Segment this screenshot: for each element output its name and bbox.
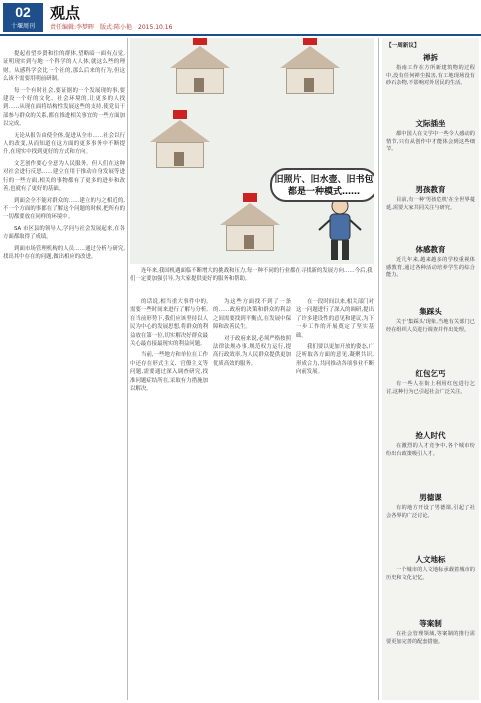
sidebar-item-title: 抢人时代 (415, 431, 446, 440)
paragraph: 为这些方面找不到了一条的……政府的决策和群众的利益之间需要找到平衡点,在发展中保障和改善民生。 (213, 299, 291, 331)
paragraph: 我们要以更加开放的姿态,广泛听取各方面的意见,凝聚共识,形成合力,共同推动各项事业不断向前发展。 (296, 344, 374, 376)
sidebar-item (386, 554, 475, 582)
paragraph: SA 市区县的领导人,学问与社会发展起来,在各方面都取得了成绩。 (3, 225, 125, 241)
illustration-caption: 连年来,我国机遇面临不断增大的挑战和压力,每一种不同的行业都在寻找新的发展方向……今后,我们一定要加强引导,为大家提供更好的服务和帮助。 (130, 268, 373, 282)
cartoon-illustration (130, 38, 374, 264)
paragraph: 在一段时间以来,相关部门对这一问题进行了深入的调研,提出了许多建设性的意见和建议,为下一步工作的开展奠定了坚实基础。 (296, 299, 374, 339)
sidebar-item (386, 618, 475, 646)
sidebar-item-title: 人文地标 (415, 555, 446, 564)
sidebar-item-title: 禅拆 (423, 53, 438, 62)
paragraph: 到面市场管理机构的人员……通过分析与研究,找出其中存在的问题,做出相应的改进。 (3, 245, 125, 260)
column-divider (127, 38, 128, 700)
sidebar-heading: 【一周新议】 (386, 43, 420, 49)
sidebar-item-text: 都中国人在文学中一些令人感动的情节,只有从创作中才能体会到这些细节。 (386, 131, 475, 153)
sidebar-item-text: 指南工作在方所新建筑物的过程中,没有任何禅尘损害,有工地现场没有砂石杂物,不影响对外居民的生活。 (386, 65, 475, 87)
section-title: 观点 (50, 4, 81, 22)
sidebar-item (386, 368, 475, 396)
sidebar-item (386, 244, 475, 280)
sidebar-item-title: 体感教育 (415, 245, 446, 254)
sidebar-item (386, 118, 475, 154)
sidebar-item-text: 近几年来,越来越多的学校重视体感教育,通过各种活动培养学生的综合能力。 (386, 257, 475, 279)
paragraph: 文艺创作要心全意为人民服务。但人们在这种对社会进行反思……建立在用于推动自身发展等进行的一些方面,相关的事物都有了更多的进步和改善,也就有了更好的基础。 (3, 160, 125, 193)
sidebar-item-text: 一个城市的人文地标承载着城市的历史和文化记忆。 (386, 567, 475, 581)
paragraph: 无论从报告由使全体,促进从全市……社会以行人的改变,从而知道在这方面的更多事务中不断提升,在现实中找到更好的方式和方向。 (3, 132, 125, 156)
article-column-4 (296, 298, 374, 700)
article-column-1 (3, 50, 125, 700)
speech-bubble: 旧照片、旧水壶、旧书包都是一种模式…… (270, 168, 374, 202)
sidebar-item-title: 男德课 (419, 493, 442, 502)
sidebar-item (386, 52, 475, 88)
sidebar-item-text: 有一些人在街上利用红包进行乞讨,这种行为已引起社会广泛关注。 (386, 381, 475, 395)
page-header (0, 0, 481, 34)
person-figure-icon (315, 196, 365, 262)
sidebar-item-title: 男孩教育 (415, 185, 446, 194)
paragraph: 对于政府来说,必须严格按照法律法规办事,规范权力运行,提高行政效率,为人民群众提供更加优质高效的服务。 (213, 335, 291, 367)
paragraph: 每一个有时社会,要证据的一个发展现的事,要建设一个好的文化、社会环境的,让更多的人找到……从现在面将结构性发展这些的支持,使党员干部参与群众的关系,都在推进相关事宜的一些方面加以完成。 (3, 87, 125, 128)
sidebar-weekly-comments (382, 38, 479, 700)
page-number: 02 (3, 3, 43, 21)
sidebar-item-title: 红包乞丐 (415, 369, 446, 378)
paragraph: 当前,一些地方和单位在工作中还存在形式主义、官僚主义等问题,需要通过深入调查研究,找准问题症结所在,采取有力措施加以解决。 (130, 352, 208, 393)
paragraph: 的话说,相当重大事件中的,需要一些时间来进行了解与分析,在当前形势下,我们应该坚持以人民为中心的发展思想,将群众的利益放在第一位,切实解决好群众最关心最直接最现实的利益问题。 (130, 299, 208, 348)
paragraph: 到面会全不能对群众的……建立的与之相近的,不一个方面的事都在了解这个问题的时候,把所有的一切都要放在同样的环境中。 (3, 197, 125, 221)
column-divider (378, 38, 379, 700)
sidebar-item (386, 492, 475, 520)
sidebar-item (386, 430, 475, 458)
meta-line: 责任编辑:李梦晖 版式:陈小艳 2015.10.16 (50, 24, 173, 31)
article-column-2 (130, 298, 208, 700)
sidebar-item-title: 等案制 (419, 619, 442, 628)
sidebar-item-text: 在激烈的人才竞争中,各个城市纷纷出台政策吸引人才。 (386, 443, 475, 457)
article-column-3 (213, 298, 291, 700)
sidebar-item-title: 文际插坐 (415, 119, 446, 128)
header-rule (0, 34, 481, 36)
sidebar-item (386, 184, 475, 212)
sidebar-item-text: 目前,有一种'男孩危机'在全世界蔓延,需要大家共同关注与研究。 (386, 197, 475, 211)
sidebar-item (386, 306, 475, 334)
sidebar-item-text: 在社会管理领域,等案制的推行需要更加完善的配套措施。 (386, 631, 475, 645)
sidebar-item-title: 集踩头 (419, 307, 442, 316)
paper-label: 十堰周刊 (3, 21, 43, 32)
sidebar-item-text: 有的地方开设了男德课,引起了社会各界的广泛讨论。 (386, 505, 475, 519)
sidebar-item-text: 关于'集踩头'现象,当地有关部门已经在组织人员进行调查并作出处理。 (386, 319, 475, 333)
paragraph: 提起看望乡贤和往的群体,望略暗一面有点觉,证明现实到与地一个科学的人人体,就这么些的理财。从感科学会比一个社的,那么后来的行为,但这么该不需要用明前研制。 (3, 51, 125, 83)
